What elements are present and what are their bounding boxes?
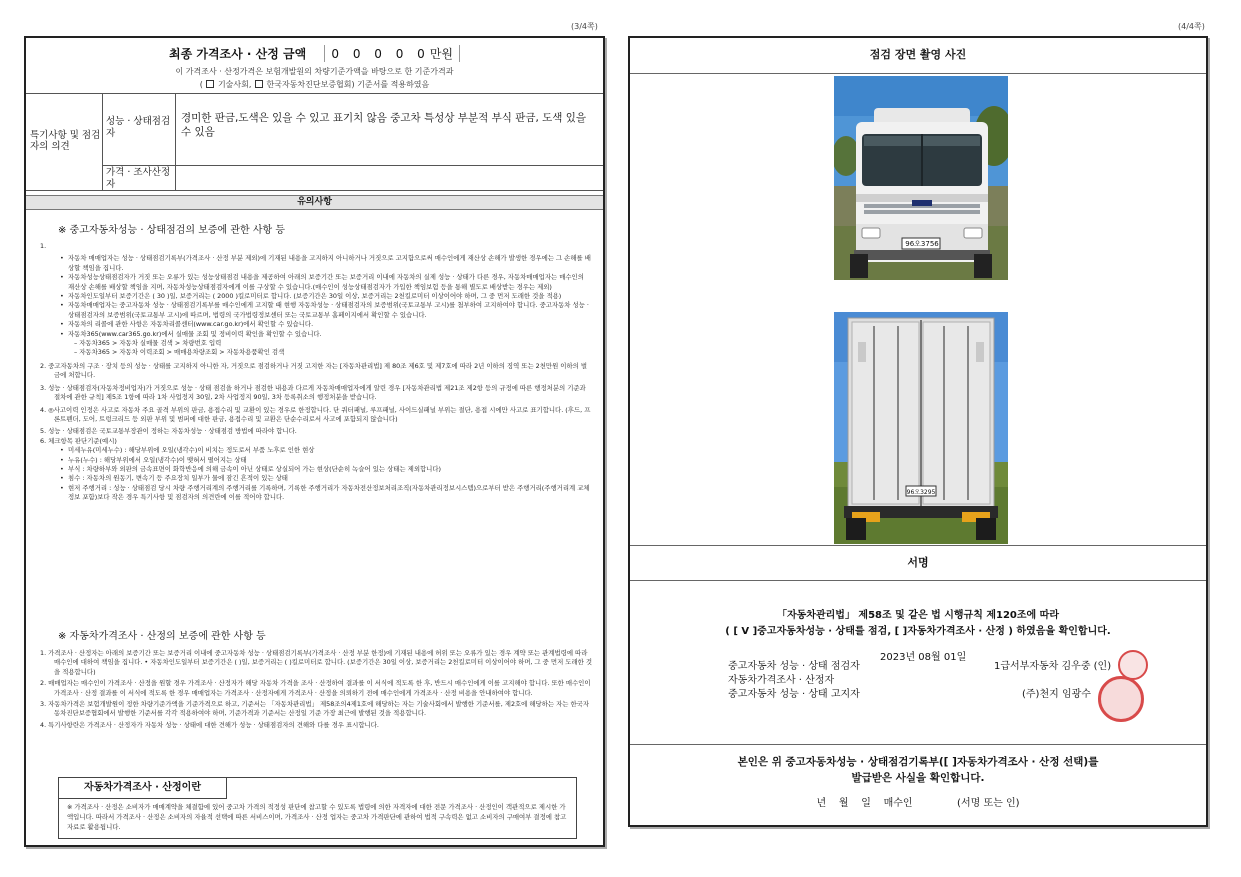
- notifier-name: (주)천지 임광수: [1022, 689, 1091, 700]
- truck-rear-image: [834, 312, 1008, 544]
- front-plate-text: 96오3756: [905, 240, 939, 248]
- section-heading-price-warranty: ※ 자동차가격조사 · 산정의 보증에 관한 사항 등: [58, 631, 266, 642]
- list-item: 4. 특기사항란은 가격조사 · 산정자가 자동차 성능 · 상태에 대한 견해가 성능 · 상태점검자의 견해와 다를 경우 표시합니다.: [40, 720, 379, 729]
- signature-section-title: 서명: [630, 545, 1206, 581]
- page-number-left: (3/4쪽): [571, 22, 598, 31]
- opinion-section: [26, 94, 603, 191]
- opinion-label: 특기사항 및 점검자의 의견: [26, 94, 103, 191]
- truck-rear-photo: [834, 312, 1008, 544]
- list-item: • 자동차매매업자는 중고자동차 성능 · 상태점검기록부를 매수인에게 고지할 때 현행 자동차성능 · 상태점검자의 보증범위(국토교통부 고시)를 첨부하여 고지하여야 합니다. 중고자동차 성능 · 상태점검자의 보증범위(국토교통부 고시)에 따르며, 법령의 국가법령정보센터 또는 국토교통부 홈페이지에서 확인할 수 있습니다.: [40, 301, 592, 320]
- truck-front-image: [834, 76, 1008, 280]
- confirm-line-2: 발급받은 사실을 확인합니다.: [851, 772, 985, 784]
- section-heading-inspection-warranty: ※ 중고자동차성능 · 상태점검의 보증에 관한 사항 등: [58, 225, 286, 236]
- list-subitem: – 자동차365 > 자동차 실매물 검색 > 차량번호 입력: [74, 339, 222, 348]
- price-note-line2: [26, 79, 603, 90]
- price-definition-title: 자동차가격조사 · 산정이란: [59, 778, 227, 799]
- list-item: • 침수 : 자동차의 원동기, 변속기 등 주요장치 일부가 물에 잠긴 흔적이 있는 상태: [40, 474, 592, 483]
- law-line-1: 「자동차관리법」 제58조 및 같은 법 시행규칙 제120조에 따라: [776, 610, 1060, 621]
- truck-front-photo: [834, 76, 1008, 280]
- notifier-seal-stamp: [1098, 676, 1144, 722]
- inspector-name: 1급서부자동차 김우중 (인): [994, 661, 1112, 672]
- notice-title: 유의사항: [26, 195, 603, 210]
- final-price-title: 최종 가격조사 · 산정 금액: [168, 47, 307, 61]
- divider: [630, 744, 1206, 745]
- checkbox-diagnosis-assoc[interactable]: [255, 80, 263, 88]
- rear-plate-text: 96오3295: [906, 489, 936, 496]
- list-item: 5. 성능 · 상태점검은 국토교통부장관이 정하는 자동차성능 · 상태점검 방법에 따라야 합니다.: [40, 427, 297, 436]
- final-price-amount: [324, 45, 460, 62]
- list-item: • 부식 : 차량하부와 외판의 금속표면이 화학반응에 의해 금속이 아닌 상태로 상실되어 가는 현상(단순히 녹슬어 있는 상태는 제외합니다): [40, 465, 592, 474]
- inspector-row: [728, 660, 1168, 674]
- list-item: 3. 성능 · 상태점검자(자동차정비업자)가 거짓으로 성능 · 상태 점검을 하거나 점검한 내용과 다르게 자동차매매업자에게 알린 경우 [자동차관리법 제21조 제2항 등의 규정에 따른 행정처분의 기준과 절차에 관한 규칙] 제5조 1항에 따라 1차 사업정지 30일, 2차 사업정지 90일, 3차 등록취소의 행정처분을 받습니다.: [40, 383, 586, 402]
- price-definition-text: ※ 가격조사 · 산정은 소비자가 매매계약을 체결함에 있어 중고차 가격의 적정성 판단에 참고할 수 있도록 법령에 의한 자격자에 대한 전문 가격조사 · 산정인이 객관적으로 제시한 가액입니다. 따라서 가격조사 · 산정은 소비자의 자율적 선택에 따른 서비스이며, 가격조사 · 산정 업자는 중고차 가격판단에 관하여 법적 구속력은 없고 소비자의 구매여부 결정에 참고자료로 활용됩니다.: [67, 803, 567, 831]
- list-item: • 누유(누수) : 해당부위에서 오일(냉각수)이 맺혀서 떨어지는 상태: [40, 456, 592, 465]
- opinion-inspector-text: 경미한 판금,도색은 있을 수 있고 표기치 않음 중고차 특성상 부분적 부식 판금, 도색 있을 수 있음: [176, 94, 603, 166]
- list-item: • 미세누유(미세누수) : 해당부위에 오일(냉각수)이 비치는 정도로서 부품 노후로 인한 현상: [40, 446, 592, 455]
- amount-digits: 0 0 0 0 0: [331, 47, 430, 61]
- note-diagnosis-assoc: 한국자동차진단보증협회) 기준서를 적용하였음: [263, 80, 430, 89]
- final-price-section: [26, 38, 603, 94]
- note-paren: (: [199, 80, 206, 89]
- list-item: • 자동차의 리콜에 관한 사항은 자동차리콜센터(www.car.go.kr)에서 확인할 수 있습니다.: [40, 320, 592, 329]
- notifier-role: 중고자동차 성능 · 상태 고지자: [728, 689, 860, 700]
- price-note-line1: 이 가격조사 · 산정가격은 보험개발원의 차량기준가액을 바탕으로 한 기준가격과: [175, 67, 454, 76]
- signature-date: 2023년 08월 01일: [880, 652, 967, 663]
- list-item: • 자동차 매매업자는 성능 · 상태점검기록부(가격조사 · 산정 부분 제외)에 기재된 내용을 고지하지 아니하거나 거짓으로 고지함으로써 매수인에게 재산상 손해가 발생한 경우에는 그 손해를 배상할 책임을 집니다.: [40, 254, 592, 273]
- opinion-pricer-label: 가격 · 조사산정자: [103, 166, 176, 191]
- list-item: 2. 중고자동차의 구조 · 장치 등의 성능 · 상태를 고지하지 아니한 자, 거짓으로 점검하거나 거짓 고지한 자는 [자동차관리법] 제 80조 제6호 및 제7호에 따라 2년 이하의 징역 또는 2천만원 이하의 벌금에 처합니다.: [40, 361, 587, 380]
- confirm-line-1: 본인은 위 중고자동차성능 · 상태점검기록부([ ]자동차가격조사 · 산정 선택)를: [737, 756, 1099, 768]
- list-subitem: – 자동차365 > 자동차 이력조회 > 매매용차량조회 > 자동차용품확인 검색: [74, 348, 285, 357]
- law-confirmation: [630, 608, 1206, 640]
- amount-unit: 만원: [429, 47, 453, 61]
- checkbox-engineer-society[interactable]: [206, 80, 214, 88]
- list-item: 6. 체크항목 판단기준(예시): [40, 436, 117, 445]
- document-page-4: [628, 36, 1208, 827]
- buyer-confirmation: [630, 754, 1206, 786]
- inspector-role: 중고자동차 성능 · 상태 점검자: [728, 661, 860, 672]
- law-line-2: ( [ V ]중고자동차성능 · 상태를 점검, [ ]자동차가격조사 · 산정 ) 하였음을 확인합니다.: [725, 626, 1111, 637]
- list-item: • 자동차365(www.car365.go.kr)에서 실매물 조회 및 정비이력 확인을 확인할 수 있습니다.: [40, 330, 592, 339]
- buyer-signature-line: 년 월 일 매수인 (서명 또는 인): [816, 798, 1020, 809]
- inspection-warranty-body: [40, 242, 592, 503]
- list-item: • 자동차인도일부터 보증기간은 ( 30 )일, 보증거리는 ( 2000 )킬로미터로 합니다. (보증기간은 30일 이상, 보증거리는 2천킬로미터 이상이어야 하며, 그 중 먼저 도래한 것을 적용): [40, 292, 592, 301]
- list-item: • 자동차성능상태점검자가 거짓 또는 오류가 있는 성능상태점검 내용을 제공하여 아래의 보증기간 또는 보증거리 이내에 자동차의 실제 성능 · 상태가 다른 경우, 자동차매매업자는 매수인의 재산상 손해를 배상할 책임을 지며, 자동차성능상태점검자에게 이를 구상할 수 있습니다.(매수인이 성능상태점검자가 가입한 책임보험 등을 통해 별도로 배상받는 경우는 제외): [40, 273, 592, 292]
- note-engineer-society: 기술사회,: [215, 80, 254, 89]
- price-definition-box: [58, 777, 577, 839]
- final-price-row: [26, 45, 603, 62]
- list-item: • 현저 주행거리 : 성능 · 상태점검 당시 차량 주행거리계의 주행거리를 기록하며, 기록한 주행거리가 자동차전산정보처리조직(자동차관리정보시스템)으로부터 받은 주행거리(주행거리계 교체 정보 포함)보다 작은 경우 특기사항 및 점검자의 의견란에 이를 적어야 합니다.: [40, 484, 592, 503]
- opinion-inspector-label: 성능 · 상태점검자: [103, 94, 176, 166]
- list-item: 3. 자동차가격은 보험개발원이 정한 차량기준가액을 기준가격으로 하고, 기준서는 「자동차관리법」 제58조의4제1호에 해당하는 자는 기술사회에서 발행한 기준서를, 제2호에 해당하는 자는 한국자동차진단보증협회에서 발행한 기준서를 각각 적용하여야 하며, 기준가격과 기준서는 산정일 기준 가장 최근에 발행된 것을 적용합니다.: [40, 700, 590, 718]
- pricer-role: 자동차가격조사 · 산정자: [728, 675, 835, 686]
- list-item: 2. 매매업자는 매수인이 가격조사 · 산정을 원할 경우 가격조사 · 산정자가 해당 자동차 가격을 조사 · 산정하여 결과를 이 서식에 적도록 한 후, 반드시 매수인에게 이를 고지해야 합니다. 또한 매수인이 가격조사 · 산정 결과를 이 서식에 적도록 한 경우 매매업자는 가격조사 · 산정자에게 가격조사 · 산정을 의뢰하기 전에 매수인에게 가격조사 · 산정 비용을 안내하여야 합니다.: [40, 679, 591, 697]
- price-warranty-body: [40, 649, 592, 730]
- list-item: 1. 가격조사 · 산정자는 아래의 보증기간 또는 보증거리 이내에 중고자동차 성능 · 상태점검기록부(가격조사 · 산정 부분 한정)에 기재된 내용에 허위 또는 오류가 있는 경우 계약 또는 관계법령에 따라 매수인에 대하여 책임을 집니다. • 자동차인도일부터 보증기간은 ( )일, 보증거리는 ( )킬로미터로 합니다. (보증기간은 30일 이상, 보증거리는 2천킬로미터 이상이어야 하며, 그 중 먼저 도래한 것을 적용합니다): [40, 649, 592, 676]
- item-number-1: 1.: [40, 242, 47, 250]
- photo-section-title: 점검 장면 촬영 사진: [630, 38, 1206, 74]
- list-item: 4. ◎사고이력 인정은 사고로 자동차 주요 골격 부위의 판금, 용접수리 및 교환이 있는 경우로 한정합니다. 단 쿼터패널, 루프패널, 사이드실패널 부위는 절단, 용접 시에만 사고로 표기합니다. (후드, 프론트펜더, 도어, 트렁크리드 등 외판 부위 및 범퍼에 대한 판금, 용접수리 및 교환은 단순수리로서 사고에 포함되지 않습니다): [40, 405, 591, 423]
- page-number-right: (4/4쪽): [1178, 22, 1205, 31]
- document-page-3: [24, 36, 605, 847]
